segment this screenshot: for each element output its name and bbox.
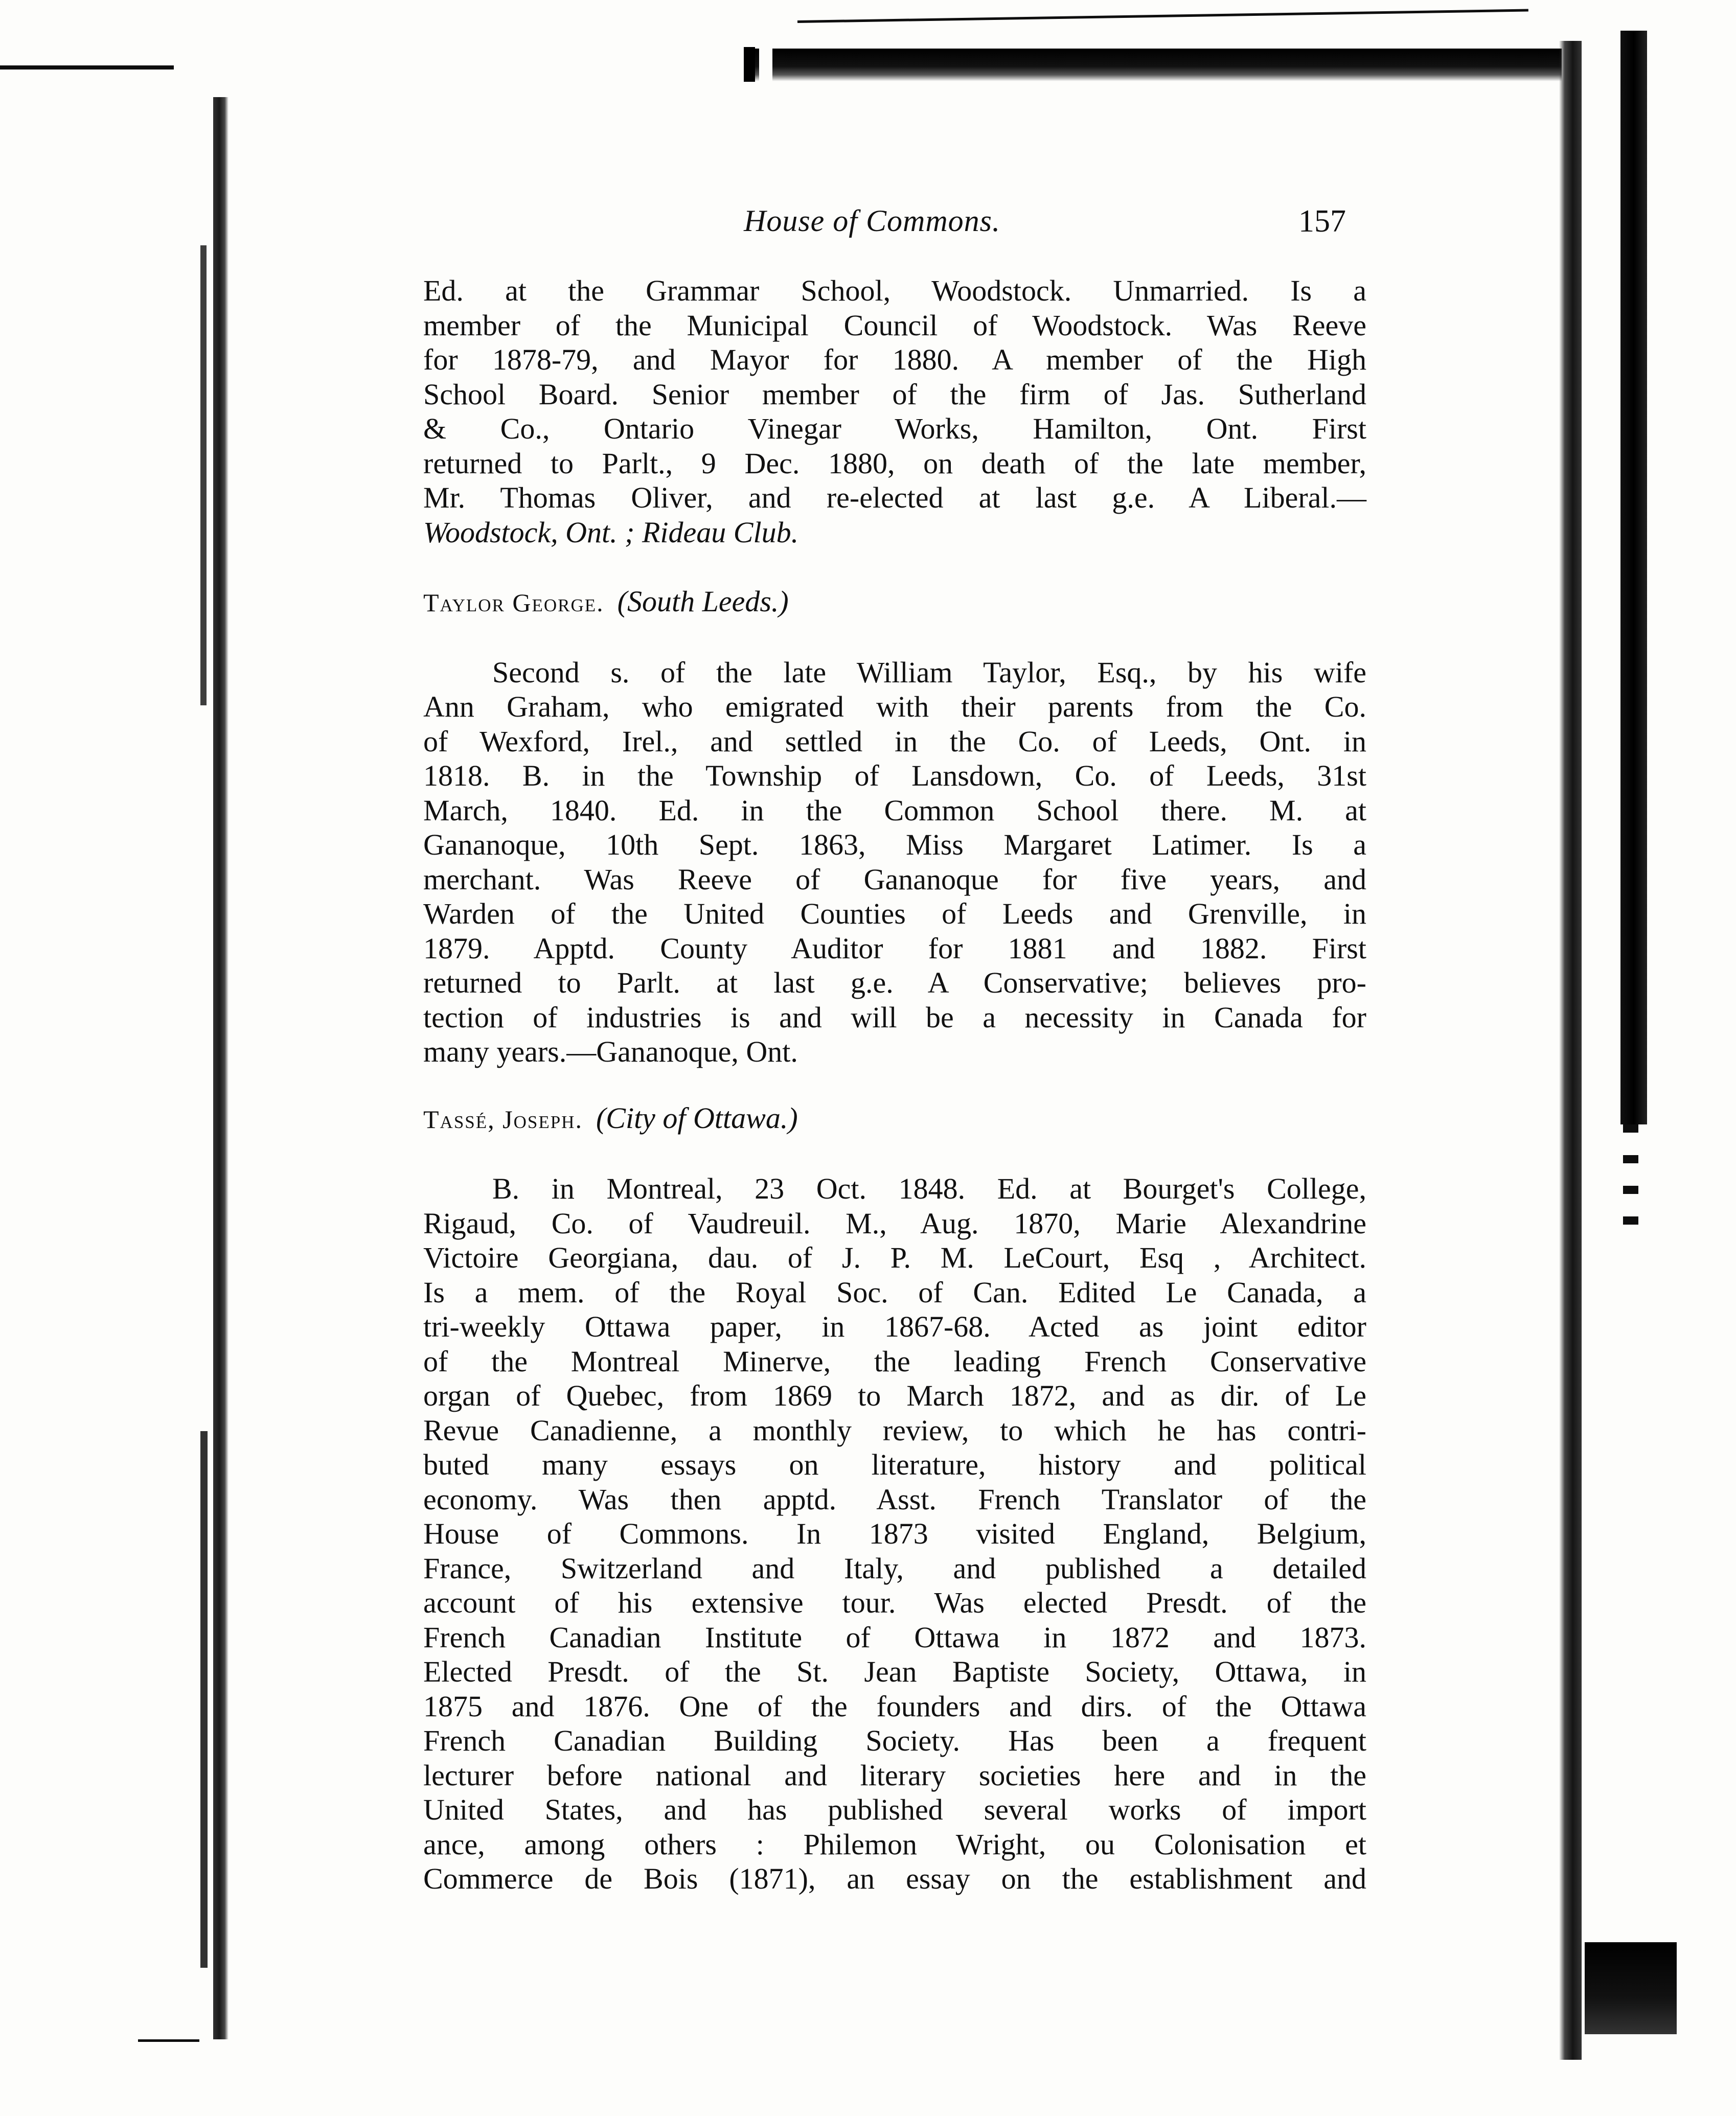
right-edge-dash (1623, 1186, 1638, 1194)
page-body (423, 273, 1366, 1896)
text-line: B. in Montreal, 23 Oct. 1848. Ed. at Bourget's College, (492, 1172, 1366, 1205)
text-line: Warden of the United Counties of Leeds and Grenville, in (423, 897, 1366, 930)
text-line: Elected Presdt. of the St. Jean Baptiste Society, Ottawa, in (423, 1655, 1366, 1688)
running-title: House of Commons. (744, 204, 1001, 238)
entry-heading-tasse (423, 1101, 1366, 1137)
running-header (0, 203, 1736, 249)
text-line: many years.—Gananoque, Ont. (423, 1035, 798, 1068)
right-binding-strip (1620, 31, 1647, 1124)
text-line: returned to Parlt., 9 Dec. 1880, on death of the late member, (423, 446, 1366, 480)
text-line: Victoire Georgiana, dau. of J. P. M. LeCourt, Esq , Architect. (423, 1241, 1366, 1274)
text-line: Ann Graham, who emigrated with their parents from the Co. (423, 690, 1366, 723)
page-number: 157 (1298, 204, 1346, 239)
constituency: (City of Ottawa.) (596, 1101, 798, 1135)
text-line: Gananoque, 10th Sept. 1863, Miss Margaret Latimer. Is a (423, 828, 1366, 861)
entry-heading-taylor (423, 584, 1366, 620)
member-name: Tassé, Joseph. (423, 1105, 583, 1134)
text-line: France, Switzerland and Italy, and published a detailed (423, 1551, 1366, 1585)
text-line: account of his extensive tour. Was elected Presdt. of the (423, 1586, 1366, 1619)
entry-paragraph-tasse (423, 1171, 1366, 1896)
text-line: 1818. B. in the Township of Lansdown, Co. of Leeds, 31st (423, 759, 1366, 792)
text-line: Commerce de Bois (1871), an essay on the establishment and (423, 1862, 1366, 1895)
text-line: United States, and has published several works of import (423, 1793, 1366, 1826)
text-line: economy. Was then apptd. Asst. French Translator of the (423, 1482, 1366, 1516)
text-line: Revue Canadienne, a monthly review, to which he has contri- (423, 1413, 1366, 1447)
text-line: 1875 and 1876. One of the founders and dirs. of the Ottawa (423, 1689, 1366, 1723)
top-binding-nub (744, 47, 755, 82)
text-line: returned to Parlt. at last g.e. A Conservative; believes pro- (423, 966, 1366, 999)
right-edge-dash (1623, 1124, 1638, 1133)
left-edge-rule-lower (138, 2039, 199, 2042)
text-line: tri-weekly Ottawa paper, in 1867-68. Acted as joint editor (423, 1310, 1366, 1343)
text-line: French Canadian Building Society. Has been a frequent (423, 1724, 1366, 1757)
text-line: Rigaud, Co. of Vaudreuil. M., Aug. 1870, Marie Alexandrine (423, 1206, 1366, 1240)
constituency: (South Leeds.) (617, 585, 789, 618)
left-edge-rule (0, 65, 174, 70)
text-line: House of Commons. In 1873 visited England, Belgium, (423, 1517, 1366, 1550)
text-line: Mr. Thomas Oliver, and re-elected at last g.e. A Liberal.— (423, 481, 1366, 514)
text-line: Ed. at the Grammar School, Woodstock. Unmarried. Is a (423, 274, 1366, 307)
right-binding-corner (1585, 1942, 1677, 2034)
left-binding-shadow (213, 97, 229, 2039)
text-line: organ of Quebec, from 1869 to March 1872, and as dir. of Le (423, 1379, 1366, 1412)
text-line: Woodstock, Ont. ; Rideau Club. (423, 515, 799, 549)
right-edge-dash (1623, 1216, 1638, 1225)
text-line: of the Montreal Minerve, the leading French Conservative (423, 1344, 1366, 1378)
text-line: March, 1840. Ed. in the Common School there. M. at (423, 793, 1366, 827)
member-name: Taylor George. (423, 588, 604, 617)
right-binding-shadow (1559, 41, 1582, 2060)
top-binding-bar (744, 49, 1562, 81)
top-edge-line (797, 9, 1528, 23)
text-line: 1879. Apptd. County Auditor for 1881 and 1882. First (423, 931, 1366, 965)
text-line: lecturer before national and literary societies here and in the (423, 1758, 1366, 1792)
text-line: School Board. Senior member of the firm of Jas. Sutherland (423, 377, 1366, 411)
text-line: for 1878-79, and Mayor for 1880. A member of the High (423, 343, 1366, 376)
text-line: Second s. of the late William Taylor, Esq., by his wife (492, 655, 1366, 689)
left-binding-streak (200, 245, 207, 705)
text-line: merchant. Was Reeve of Gananoque for five years, and (423, 862, 1366, 896)
text-line: & Co., Ontario Vinegar Works, Hamilton, Ont. First (423, 412, 1366, 445)
text-line: tection of industries is and will be a necessity in Canada for (423, 1000, 1366, 1034)
text-line: buted many essays on literature, history and political (423, 1448, 1366, 1481)
right-edge-dash (1623, 1155, 1638, 1163)
text-line: Is a mem. of the Royal Soc. of Can. Edited Le Canada, a (423, 1275, 1366, 1309)
text-line: French Canadian Institute of Ottawa in 1872 and 1873. (423, 1620, 1366, 1654)
top-binding-gap (759, 49, 772, 81)
text-line: member of the Municipal Council of Woodstock. Was Reeve (423, 308, 1366, 342)
continuation-paragraph (423, 273, 1366, 549)
left-binding-streak-lower (200, 1431, 208, 1968)
text-line: ance, among others : Philemon Wright, ou Colonisation et (423, 1827, 1366, 1861)
entry-paragraph-taylor (423, 655, 1366, 1069)
text-line: of Wexford, Irel., and settled in the Co. of Leeds, Ont. in (423, 724, 1366, 758)
